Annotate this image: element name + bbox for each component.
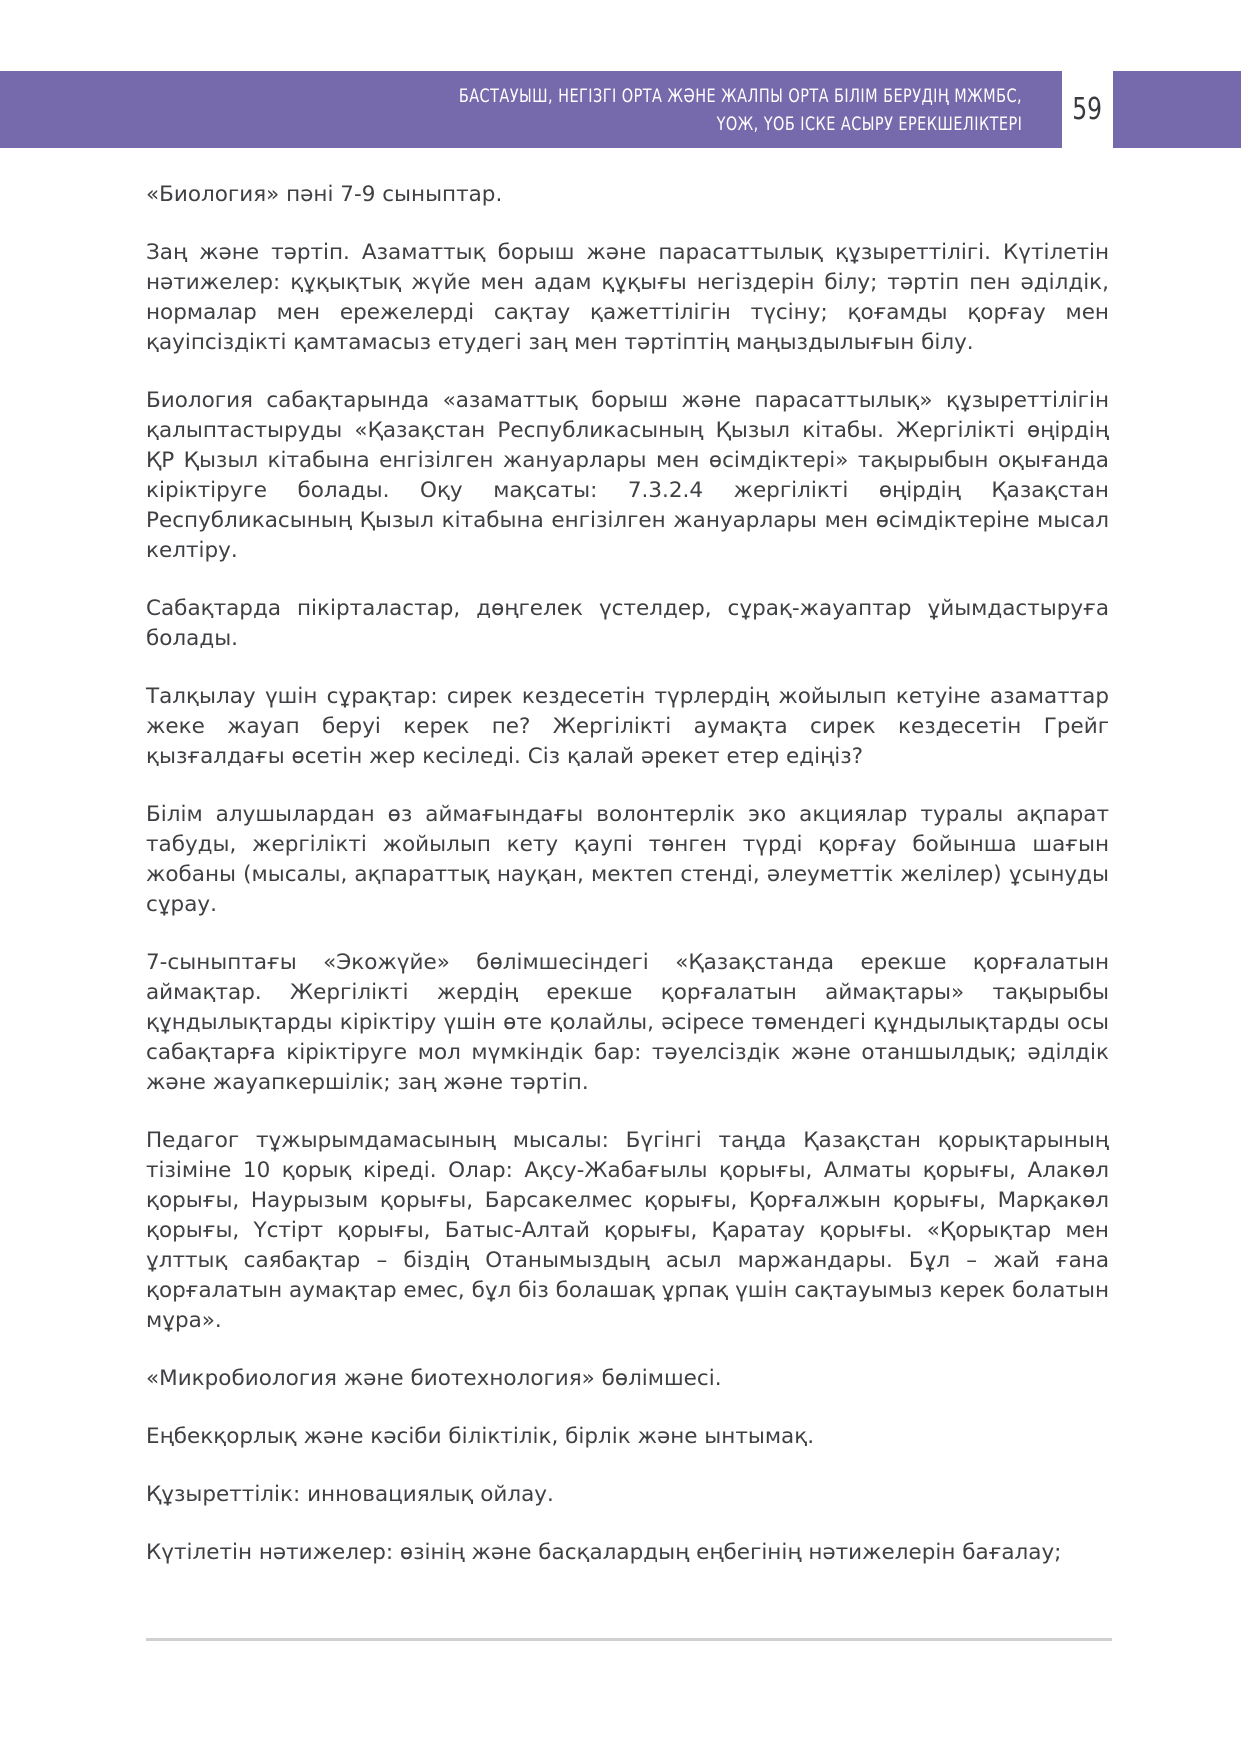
paragraph-expected-results: Күтілетін нәтижелер: өзінің және басқалардың еңбегінің нәтижелерін бағалау;: [146, 1540, 1062, 1565]
body-text: [146, 180, 1109, 1596]
header-title-line2: ҮОЖ, ҮОБ ІСКЕ АСЫРУ ЕРЕКШЕЛІКТЕРІ: [716, 112, 1022, 135]
paragraph-ecosystem-section: 7-сыныптағы «Экожүйе» бөлімшесіндегі «Қазақстанда ерекше қорғалатын аймақтар. Жергілікті жердің ерекше қорғалатын аймақтары» тақырыбы құндылықтарды кіріктіру үшін өте қолайлы, әсіресе төмендегі құндылықтарды осы сабақтарға кіріктіруге мол мүмкіндік бар: тәуелсіздік және отаншылдық; әділдік және жауапкершілік; заң және тәртіп.: [146, 950, 1109, 1095]
paragraph-lesson-formats: Сабақтарда пікірталастар, дөңгелек үстелдер, сұрақ-жауаптар ұйымдастыруға болады.: [146, 596, 1109, 651]
paragraph-competence: Құзыреттілік: инновациялық ойлау.: [146, 1482, 554, 1507]
paragraph-microbiology-section: «Микробиология және биотехнология» бөлімшесі.: [146, 1366, 722, 1391]
paragraph-diligence-values: Еңбекқорлық және кәсіби біліктілік, бірлік және ынтымақ.: [146, 1424, 815, 1449]
paragraph-discussion-questions: Талқылау үшін сұрақтар: сирек кездесетін түрлердің жойылып кетуіне азаматтар жеке жауап беруі керек пе? Жергілікті аумақта сирек кездесетін Грейг қызғалдағы өсетін жер кесіледі. Сіз қалай әрекет етер едіңіз?: [146, 684, 1109, 769]
page-number-value: 59: [1072, 91, 1103, 127]
page-number: [1062, 71, 1113, 148]
header-band-right-block: [1113, 71, 1241, 148]
header-band: [0, 71, 1062, 148]
paragraph-biology-lessons: Биология сабақтарында «азаматтық борыш және парасаттылық» құзыреттілігін қалыптастыруды «Қазақстан Республикасының Қызыл кітабы. Жергілікті өңірдің ҚР Қызыл кітабына енгізілген жануарлары мен өсімдіктері» тақырыбын оқығанда кіріктіруге болады. Оқу мақсаты: 7.3.2.4 жергілікті өңірдің Қазақстан Республикасының Қызыл кітабына енгізілген жануарлары мен өсімдіктеріне мысал келтіру.: [146, 388, 1109, 563]
paragraph-subject-title: «Биология» пәні 7-9 сыныптар.: [146, 182, 503, 207]
paragraph-law-and-order: Заң және тәртіп. Азаматтық борыш және парасаттылық құзыреттілігі. Күтілетін нәтижелер: құқықтық жүйе мен адам құқығы негіздерін білу; тәртіп пен әділдік, нормалар мен ережелерді сақтау қажеттілігін түсіну; қоғамды қорғау мен қауіпсіздікті қамтамасыз етудегі заң мен тәртіптің маңыздылығын білу.: [146, 240, 1109, 355]
header-title-line1: БАСТАУЫШ, НЕГІЗГІ ОРТА ЖӘНЕ ЖАЛПЫ ОРТА БІЛІМ БЕРУДІҢ МЖМБС,: [458, 84, 1022, 107]
paragraph-pedagog-example: Педагог тұжырымдамасының мысалы: Бүгінгі таңда Қазақстан қорықтарының тізіміне 10 қорық кіреді. Олар: Ақсу-Жабағылы қорығы, Алматы қорығы, Алакөл қорығы, Наурызым қорығы, Барсакелмес қорығы, Қорғалжын қорығы, Марқакөл қорығы, Үстірт қорығы, Батыс-Алтай қорығы, Қаратау қорығы. «Қорықтар мен ұлттық саябақтар – біздің Отанымыздың асыл маржандары. Бұл – жай ғана қорғалатын аумақтар емес, бұл біз болашақ ұрпақ үшін сақтауымыз керек болатын мұра».: [146, 1128, 1109, 1333]
footer-rule: [146, 1638, 1112, 1641]
paragraph-volunteer-eco-actions: Білім алушылардан өз аймағындағы волонтерлік эко акциялар туралы ақпарат табуды, жергілікті жойылып кету қаупі төнген түрді қорғау бойынша шағын жобаны (мысалы, ақпараттық науқан, мектеп стенді, әлеуметтік желілер) ұсынуды сұрау.: [146, 802, 1109, 917]
